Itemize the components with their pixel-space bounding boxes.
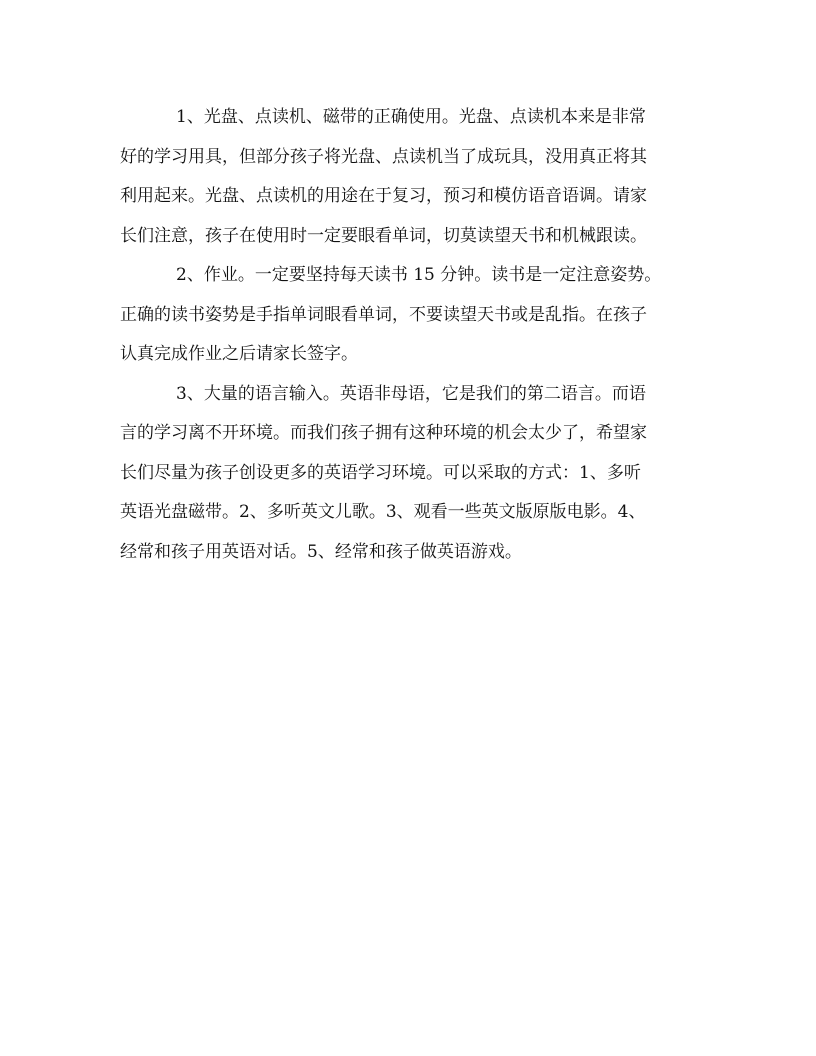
text-line: 经常和孩子用英语对话。5、经常和孩子做英语游戏。	[120, 541, 522, 562]
text-line: 3、大量的语言输入。英语非母语，它是我们的第二语言。而语	[176, 383, 646, 404]
text-line: 英语光盘磁带。2、多听英文儿歌。3、观看一些英文版原版电影。4、	[120, 502, 646, 522]
paragraph-1	[120, 98, 698, 256]
text-line: 认真完成作业之后请家长签字。	[120, 344, 358, 364]
text-line: 长们尽量为孩子创设更多的英语学习环境。可以采取的方式：1、多听	[120, 462, 641, 483]
text-line: 1、光盘、点读机、磁带的正确使用。光盘、点读机本来是非常	[176, 107, 646, 127]
text-line: 利用起来。光盘、点读机的用途在于复习，预习和模仿语音语调。请家	[120, 186, 647, 206]
text-line: 言的学习离不开环境。而我们孩子拥有这种环境的机会太少了，希望家	[120, 423, 647, 443]
text-line: 长们注意，孩子在使用时一定要眼看单词，切莫读望天书和机械跟读。	[120, 225, 647, 246]
paragraph-2	[120, 256, 698, 375]
text-line: 好的学习用具，但部分孩子将光盘、点读机当了成玩具，没用真正将其	[120, 146, 647, 167]
paragraph-3	[120, 375, 698, 573]
text-line: 正确的读书姿势是手指单词眼看单词，不要读望天书或是乱指。在孩子	[120, 304, 647, 325]
text-line: 2、作业。一定要坚持每天读书 15 分钟。读书是一定注意姿势。	[176, 265, 662, 285]
document-body	[120, 98, 698, 572]
